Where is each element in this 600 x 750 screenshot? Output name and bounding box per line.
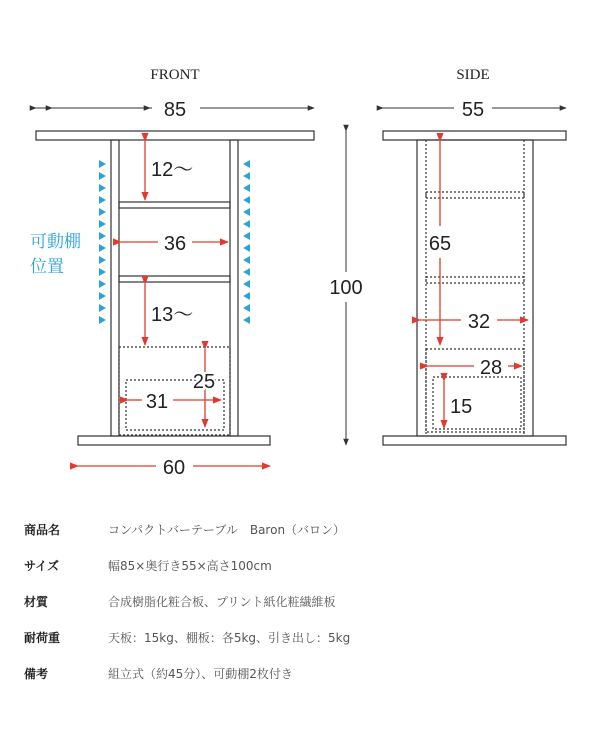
left-shelf-position-markers [99,160,106,324]
front-mid-gap-dimension [145,284,193,345]
spec-value: 天板：15kg、棚板：各5kg、引き出し：5kg [108,631,351,645]
side-depth-label: 55 [461,99,485,121]
front-shelf-2 [119,276,230,282]
side-base-board [383,436,566,445]
spec-label: 商品名 [24,523,61,537]
spec-row-load [24,629,584,649]
side-upper-label: 65 [428,233,452,255]
side-drawer-inner [433,377,521,429]
spec-row-material [24,593,584,613]
spec-label: 備考 [24,667,49,681]
shelf-note-line1: 可動棚 [30,232,81,252]
spec-row-notes [24,665,584,685]
spec-value: コンパクトバーテーブル Baron（バロン） [108,523,346,537]
front-shelf-width-dimension [121,233,228,255]
spec-value: 組立式（約45分）、可動棚2枚付き [108,667,293,681]
side-shelf-2 [426,277,524,283]
spec-row-name [24,521,584,541]
front-mid-gap-label: 13〜 [151,304,194,326]
drawer-height-label: 25 [192,371,216,393]
height-label: 100 [329,277,363,299]
front-shelf-width-label: 36 [163,233,187,255]
spec-label: 材質 [24,595,49,609]
spec-label: 耐荷重 [24,631,61,645]
side-drawer-height-dimension [444,381,472,428]
front-top-gap-dimension [145,141,193,200]
right-shelf-position-markers [243,160,250,324]
front-base-board [78,436,270,445]
side-drawer-depth-label: 28 [479,357,503,379]
front-view-title: FRONT [150,67,200,83]
front-width-label: 85 [163,99,187,121]
side-view-title: SIDE [456,67,490,83]
drawer-width-label: 31 [145,391,169,413]
side-top-board [383,131,566,140]
spec-label: サイズ [24,559,60,573]
front-top-gap-label: 12〜 [151,159,194,181]
side-depth-dimension [383,99,566,121]
side-upper-dimension [429,141,451,345]
spec-value: 合成樹脂化粧合板、プリント紙化粧繊維板 [108,595,336,609]
spec-value: 幅85×奥行き55×高さ100cm [108,559,272,573]
base-width-dimension [78,457,270,479]
spec-row-size [24,557,584,577]
height-dimension [329,131,362,445]
front-top-board [36,131,314,140]
side-drawer [426,349,524,432]
drawer-height-dimension [193,349,215,427]
side-inner-depth-label: 32 [467,311,491,333]
side-view-drawing [383,131,566,445]
side-inner-depth-dimension [420,311,528,333]
front-width-dimension [36,99,314,121]
front-right-panel [230,140,238,436]
side-shelf-1 [426,192,524,198]
front-shelf-1 [119,202,230,208]
side-panel [417,140,533,436]
side-drawer-depth-dimension [428,357,522,379]
front-left-panel [111,140,119,436]
base-width-label: 60 [162,457,186,479]
drawer-width-dimension [128,391,221,413]
side-drawer-height-label: 15 [450,396,473,418]
shelf-note-line2: 位置 [30,257,64,277]
